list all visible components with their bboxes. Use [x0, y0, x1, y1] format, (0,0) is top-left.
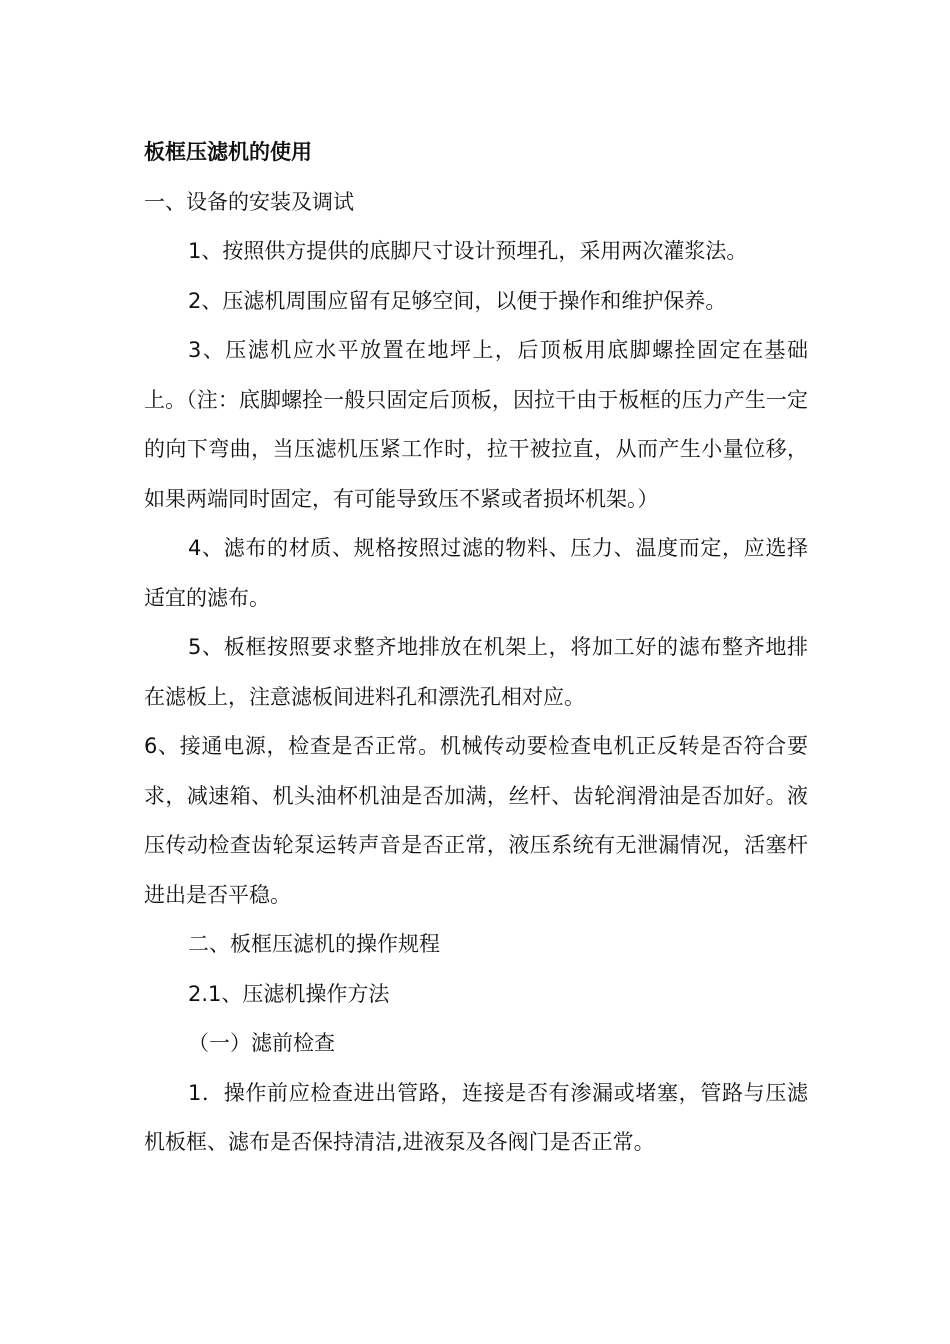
section-2-heading: 二、板框压滤机的操作规程	[188, 932, 440, 956]
section-1-item-1: 1、按照供方提供的底脚尺寸设计预埋孔，采用两次灌浆法。	[188, 239, 748, 263]
section-1-heading: 一、设备的安装及调试	[144, 189, 354, 214]
section-2-item-1: 1．操作前应检查进出管路，连接是否有渗漏或堵塞，管路与压滤机板框、滤布是否保持清洁,进液泵及各阀门是否正常。	[144, 1080, 808, 1154]
section-1-item-4: 4、滤布的材质、规格按照过滤的物料、压力、温度而定，应选择适宜的滤布。	[144, 536, 808, 610]
document-body	[144, 128, 808, 1168]
document-title: 板框压滤机的使用	[144, 140, 312, 164]
section-1-item-5: 5、板框按照要求整齐地排放在机架上，将加工好的滤布整齐地排在滤板上，注意滤板间进料孔和漂洗孔相对应。	[144, 635, 808, 709]
section-1-item-6: 6、接通电源，检查是否正常。机械传动要检查电机正反转是否符合要求，减速箱、机头油杯机油是否加满，丝杆、齿轮润滑油是否加好。液压传动检查齿轮泵运转声音是否正常，液压系统有无泄漏情况，活塞杆进出是否平稳。	[144, 734, 808, 907]
section-2-subheading: 2.1、压滤机操作方法	[188, 981, 390, 1006]
subsection-heading: （一）滤前检查	[188, 1031, 335, 1055]
section-1-item-3: 3、压滤机应水平放置在地坪上，后顶板用底脚螺拴固定在基础上。（注：底脚螺拴一般只固定后顶板，因拉干由于板框的压力产生一定的向下弯曲，当压滤机压紧工作时，拉干被拉直，从而产生小量位移，如果两端同时固定，有可能导致压不紧或者损坏机架。）	[144, 338, 808, 511]
section-1-item-2: 2、压滤机周围应留有足够空间，以便于操作和维护保养。	[188, 288, 727, 313]
